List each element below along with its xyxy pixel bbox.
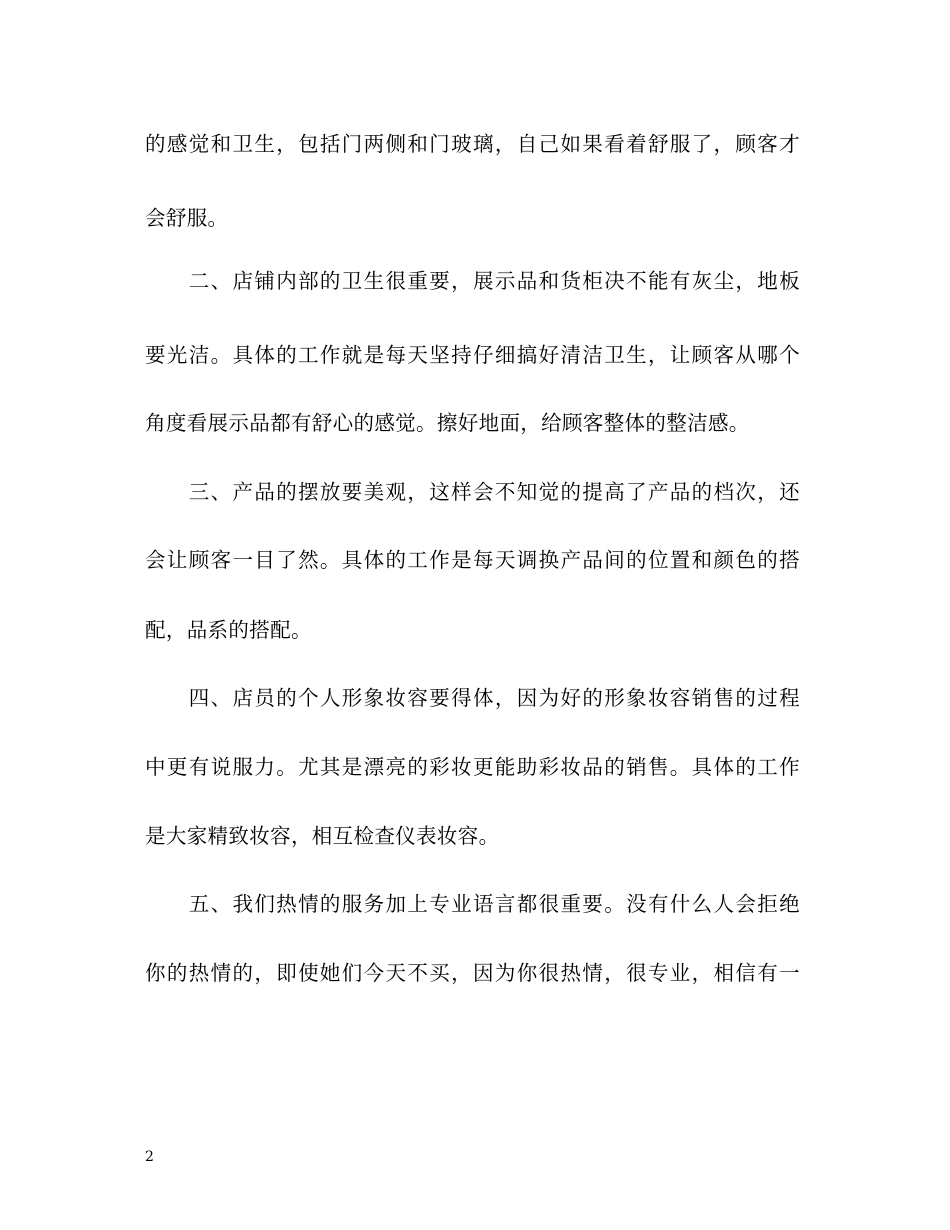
text-line-6: 三、产品的摆放要美观，这样会不知觉的提高了产品的档次，还: [145, 480, 800, 504]
text-line-8: 配，品系的搭配。: [145, 618, 312, 642]
text-line-13: 你的热情的，即使她们今天不买，因为你很热情，很专业，相信有一: [145, 961, 800, 985]
text-line-11: 是大家精致妆容，相互检查仪表妆容。: [145, 824, 500, 848]
page-number: 2: [145, 1149, 154, 1165]
text-line-9: 四、店员的个人形象妆容要得体，因为好的形象妆容销售的过程: [145, 686, 800, 710]
text-line-10: 中更有说服力。尤其是漂亮的彩妆更能助彩妆品的销售。具体的工作: [145, 755, 800, 779]
text-line-7: 会让顾客一目了然。具体的工作是每天调换产品间的位置和颜色的搭: [145, 548, 800, 572]
text-line-12: 五、我们热情的服务加上专业语言都很重要。没有什么人会拒绝: [145, 892, 800, 916]
text-line-1: 的感觉和卫生，包括门两侧和门玻璃，自己如果看着舒服了，顾客才: [145, 132, 800, 156]
text-line-4: 要光洁。具体的工作就是每天坚持仔细搞好清洁卫生，让顾客从哪个: [145, 343, 800, 367]
text-line-5: 角度看展示品都有舒心的感觉。擦好地面，给顾客整体的整洁感。: [145, 411, 750, 435]
text-line-2: 会舒服。: [145, 206, 229, 230]
text-line-3: 二、店铺内部的卫生很重要，展示品和货柜决不能有灰尘，地板: [145, 269, 800, 293]
